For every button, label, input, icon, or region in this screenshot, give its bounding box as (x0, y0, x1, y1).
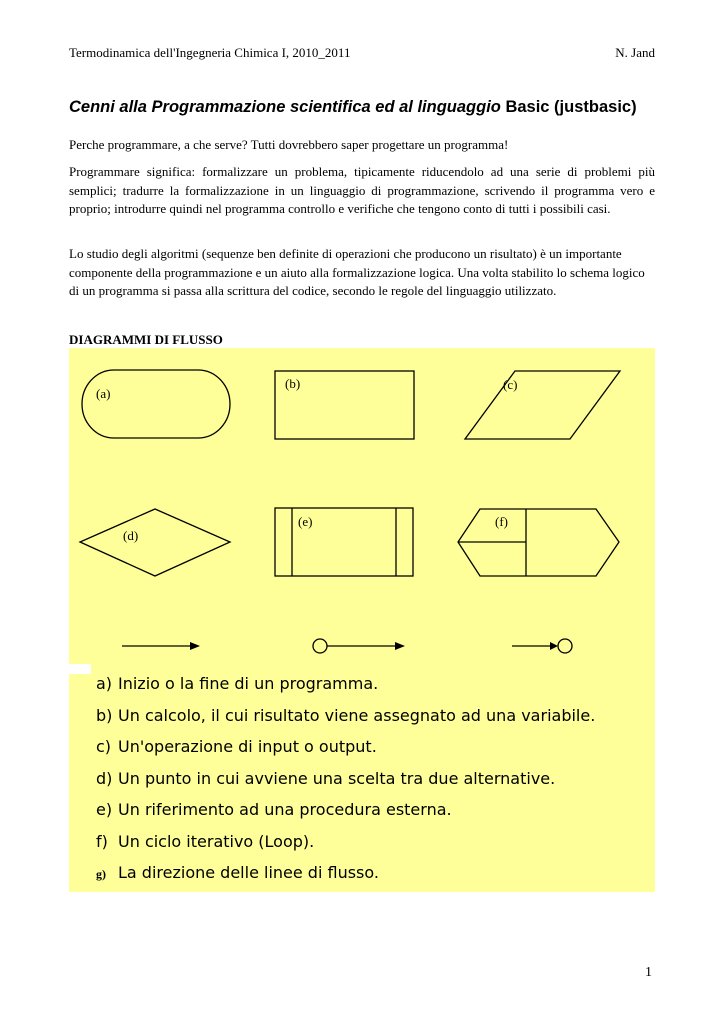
legend-item-b (96, 700, 595, 732)
paragraph-algoritmi: Lo studio degli algoritmi (sequenze ben definite di operazioni che producono un risultato) è un importante componente della programmazione e un aiuto alla formalizzazione logica. Una volta stabilito lo schema logico di un programma si passa alla scrittura del codice, secondo le regole del linguaggio utilizzato. (69, 246, 645, 298)
label-e: (e) (298, 514, 313, 529)
symbol-legend (96, 668, 595, 889)
legend-item-d (96, 763, 595, 795)
connector-circle-left (313, 639, 327, 653)
legend-text-f: Un ciclo iterativo (Loop). (118, 831, 315, 851)
connector-in-arrow-head (550, 642, 558, 650)
legend-text-d: Un punto in cui avviene una scelta tra due alternative. (118, 768, 556, 788)
label-f: (f) (495, 514, 508, 529)
section-heading: DIAGRAMMI DI FLUSSO (69, 332, 223, 347)
flow-arrow-head (190, 642, 200, 650)
header-author: N. Jand (615, 45, 655, 60)
legend-text-a: Inizio o la fine di un programma. (118, 674, 379, 693)
terminator-shape (82, 370, 230, 438)
label-a: (a) (96, 386, 111, 401)
decision-shape (80, 509, 230, 576)
title-italic: Cenni alla Programmazione scientifica ed al linguaggio (69, 98, 501, 116)
subroutine-shape (275, 508, 413, 576)
legend-text-c: Un'operazione di input o output. (118, 737, 377, 756)
label-c: (c) (503, 377, 518, 392)
label-b: (b) (285, 376, 301, 391)
legend-key-c: c) (96, 737, 112, 756)
legend-item-c (96, 731, 595, 763)
paragraph-intro: Perche programmare, a che serve? Tutti dovrebbero saper progettare un programma! (69, 137, 509, 152)
legend-item-f (96, 826, 595, 858)
paragraph-programmare: Programmare significa: formalizzare un problema, tipicamente riducendolo ad una serie di problemi più semplici; tradurre la formalizzazione in un linguaggio di programmazione, scrivendo il programma vero e proprio; introdurre quindi nel programma controllo e verifiche che tengono conto di tutti i possibili casi. (69, 164, 655, 216)
legend-key-d: d) (96, 768, 113, 788)
legend-text-e: Un riferimento ad una procedura esterna. (118, 800, 452, 819)
io-shape (465, 371, 620, 439)
legend-key-g: g) (96, 867, 106, 881)
connector-out-arrow-head (395, 642, 405, 650)
legend-key-e: e) (96, 800, 113, 819)
legend-key-b: b) (96, 705, 113, 725)
legend-item-a (96, 668, 595, 700)
label-d: (d) (123, 528, 139, 543)
legend-item-g (96, 857, 595, 889)
legend-key-f: f) (96, 831, 108, 851)
title-rest: Basic (justbasic) (500, 98, 637, 116)
legend-text-g: La direzione delle linee di flusso. (118, 863, 379, 882)
connector-circle-right (558, 639, 572, 653)
legend-text-b: Un calcolo, il cui risultato viene assegnato ad una variabile. (118, 705, 596, 725)
page-number: 1 (645, 965, 652, 980)
header-course: Termodinamica dell'Ingegneria Chimica I, 2010_2011 (69, 45, 351, 60)
legend-key-a: a) (96, 674, 113, 693)
legend-item-e (96, 794, 595, 826)
